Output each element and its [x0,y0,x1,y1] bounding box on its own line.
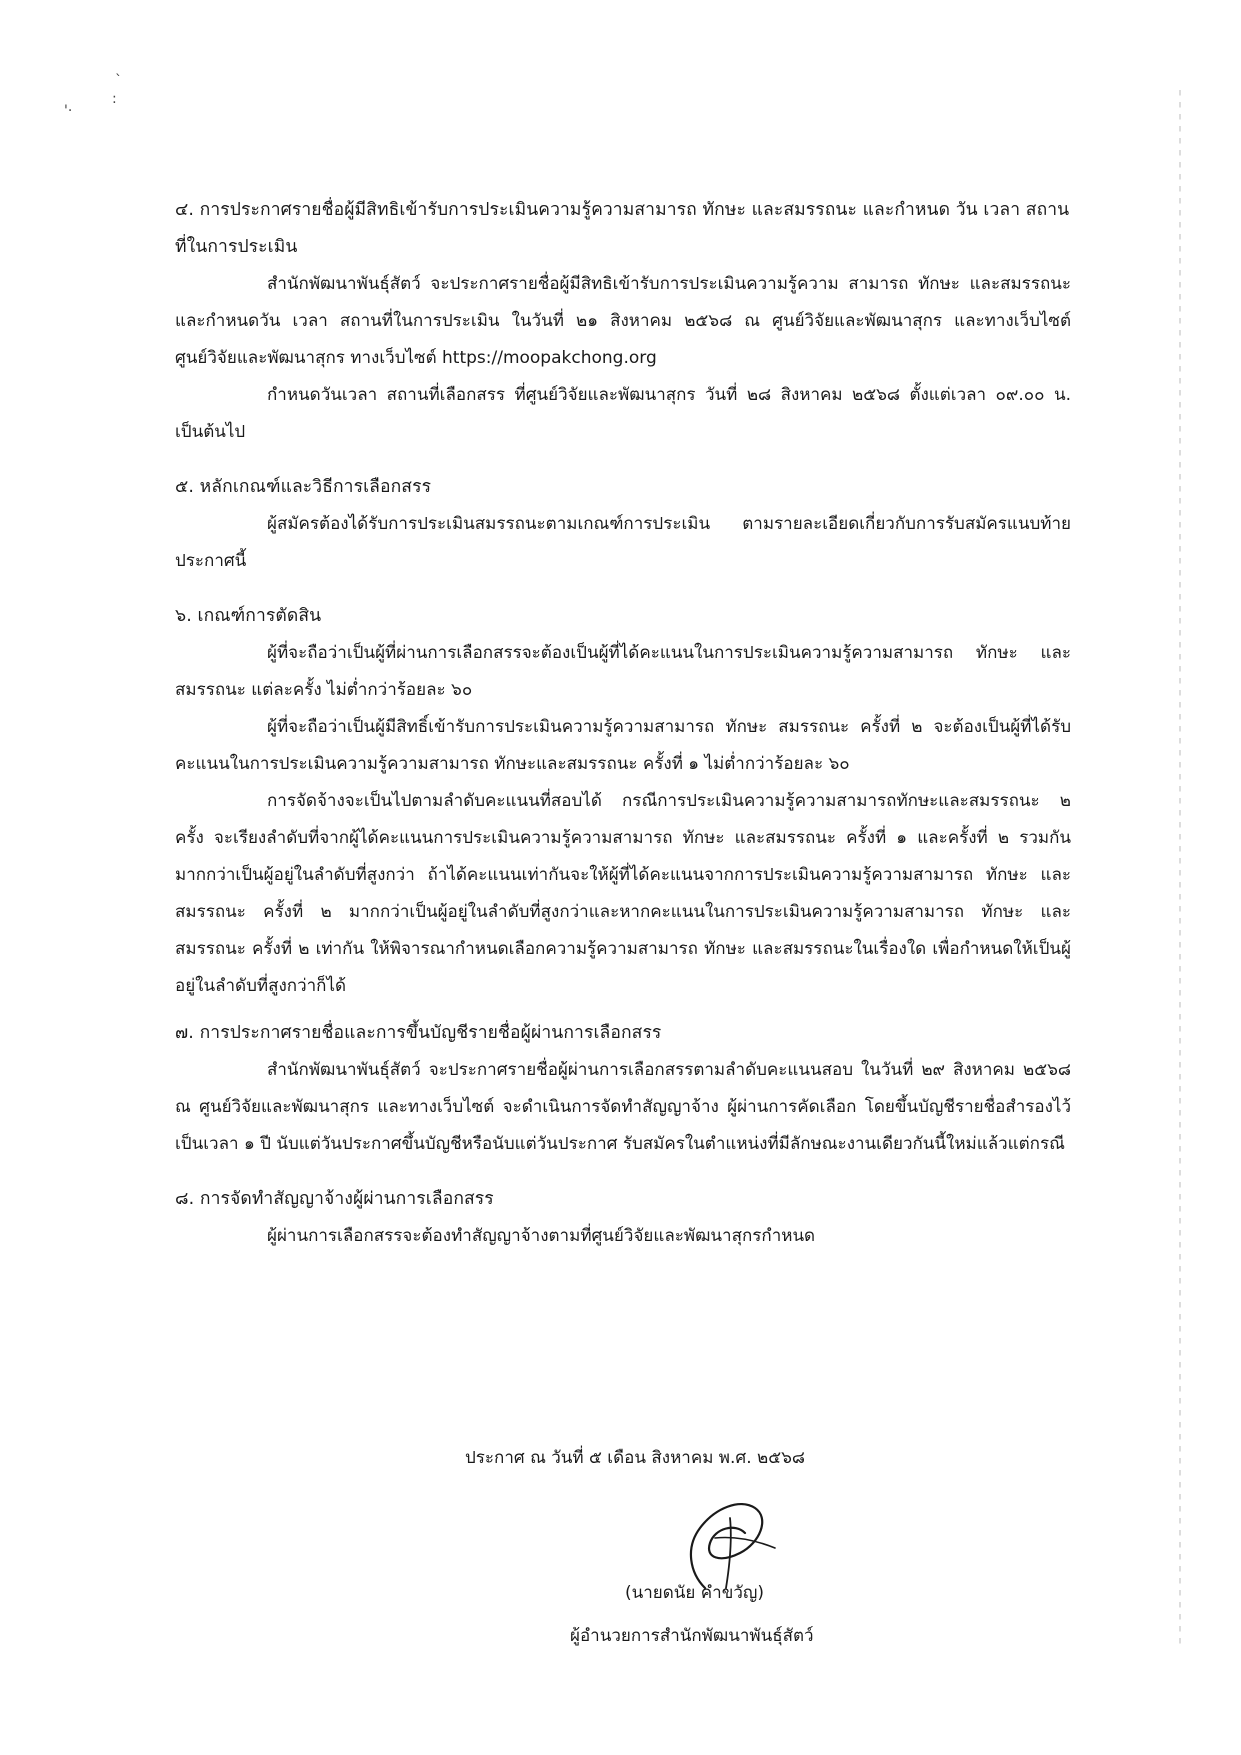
signer-name: (นายดนัย คำขวัญ) [625,1583,764,1603]
section-paragraph: กำหนดวันเวลา สถานที่เลือกสรร ที่ศูนย์วิจัยและพัฒนาสุกร วันที่ ๒๘ สิงหาคม ๒๕๖๘ ตั้งแต่เวลา ๐๙.๐๐ น. เป็นต้นไป [175,385,1071,442]
section-5 [175,469,1071,580]
scan-speck: ` [115,73,122,89]
section-paragraph: ผู้สมัครต้องได้รับการประเมินสมรรถนะตามเกณฑ์การประเมิน ตามรายละเอียดเกี่ยวกับการรับสมัครแนบท้ายประกาศนี้ [175,514,1071,571]
section-heading: ๔. การประกาศรายชื่อผู้มีสิทธิเข้ารับการประเมินความรู้ความสามารถ ทักษะ และสมรรถนะ และกำหนด วัน เวลา สถานที่ในการประเมิน [175,200,1070,257]
section-paragraph: ผู้ผ่านการเลือกสรรจะต้องทำสัญญาจ้างตามที่ศูนย์วิจัยและพัฒนาสุกรกำหนด [267,1226,816,1246]
section-4 [175,192,1071,451]
section-paragraph: ผู้ที่จะถือว่าเป็นผู้มีสิทธิ์เข้ารับการประเมินความรู้ความสามารถ ทักษะ สมรรถนะ ครั้งที่ ๒ จะต้องเป็นผู้ที่ได้รับคะแนนในการประเมินความรู้ความสามารถ ทักษะและสมรรถนะ ครั้งที่ ๑ ไม่ต่ำกว่าร้อยละ ๖๐ [175,717,1071,774]
section-heading: ๕. หลักเกณฑ์และวิธีการเลือกสรร [175,477,432,497]
section-paragraph: ผู้ที่จะถือว่าเป็นผู้ที่ผ่านการเลือกสรรจะต้องเป็นผู้ที่ได้คะแนนในการประเมินความรู้ความสามารถ ทักษะ และสมรรถนะ แต่ละครั้ง ไม่ต่ำกว่าร้อยละ ๖๐ [175,643,1071,700]
scan-speck: : [112,91,117,107]
section-heading: ๗. การประกาศรายชื่อและการขึ้นบัญชีรายชื่อผู้ผ่านการเลือกสรร [175,1023,662,1043]
section-heading: ๘. การจัดทำสัญญาจ้างผู้ผ่านการเลือกสรร [175,1189,494,1209]
scan-edge-artifact [1179,90,1181,1650]
section-8 [175,1181,1071,1255]
section-paragraph: การจัดจ้างจะเป็นไปตามลำดับคะแนนที่สอบได้ กรณีการประเมินความรู้ความสามารถทักษะและสมรรถนะ ๒ ครั้ง จะเรียงลำดับที่จากผู้ได้คะแนนการประเมินความรู้ความสามารถ ทักษะ และสมรรถนะ ครั้งที่ ๑ และครั้งที่ ๒ รวมกันมากกว่าเป็นผู้อยู่ในลำดับที่สูงกว่า ถ้าได้คะแนนเท่ากันจะให้ผู้ที่ได้คะแนนจากการประเมินความรู้ความสามารถ ทักษะ และสมรรถนะ ครั้งที่ ๒ มากกว่าเป็นผู้อยู่ในลำดับที่สูงกว่าและหากคะแนนในการประเมินความรู้ความสามารถ ทักษะ และสมรรถนะ ครั้งที่ ๒ เท่ากัน ให้พิจารณากำหนดเลือกความรู้ความสามารถ ทักษะ และสมรรถนะในเรื่องใด เพื่อกำหนดให้เป็นผู้อยู่ในลำดับที่สูงกว่าก็ได้ [175,791,1071,996]
section-paragraph: สำนักพัฒนาพันธุ์สัตว์ จะประกาศรายชื่อผู้ผ่านการเลือกสรรตามลำดับคะแนนสอบ ในวันที่ ๒๙ สิงหาคม ๒๕๖๘ ณ ศูนย์วิจัยและพัฒนาสุกร และทางเว็บไซต์ จะดำเนินการจัดทำสัญญาจ้าง ผู้ผ่านการคัดเลือก โดยขึ้นบัญชีรายชื่อสำรองไว้เป็นเวลา ๑ ปี นับแต่วันประกาศขึ้นบัญชีหรือนับแต่วันประกาศ รับสมัครในตำแหน่งที่มีลักษณะงานเดียวกันนี้ใหม่แล้วแต่กรณี [175,1060,1071,1154]
section-paragraph: สำนักพัฒนาพันธุ์สัตว์ จะประกาศรายชื่อผู้มีสิทธิเข้ารับการประเมินความรู้ความ สามารถ ทักษะ และสมรรถนะ และกำหนดวัน เวลา สถานที่ในการประเมิน ในวันที่ ๒๑ สิงหาคม ๒๕๖๘ ณ ศูนย์วิจัยและพัฒนาสุกร และทางเว็บไซต์ศูนย์วิจัยและพัฒนาสุกร ทางเว็บไซต์ https://moopakchong.org [175,274,1071,368]
announcement-date: ประกาศ ณ วันที่ ๕ เดือน สิงหาคม พ.ศ. ๒๕๖๘ [465,1448,805,1468]
section-heading: ๖. เกณฑ์การตัดสิน [175,606,322,626]
section-7 [175,1015,1071,1163]
section-6 [175,598,1071,1005]
document-body [175,192,1071,1255]
signer-title: ผู้อำนวยการสำนักพัฒนาพันธุ์สัตว์ [570,1626,814,1646]
scan-speck: '· [64,103,73,119]
